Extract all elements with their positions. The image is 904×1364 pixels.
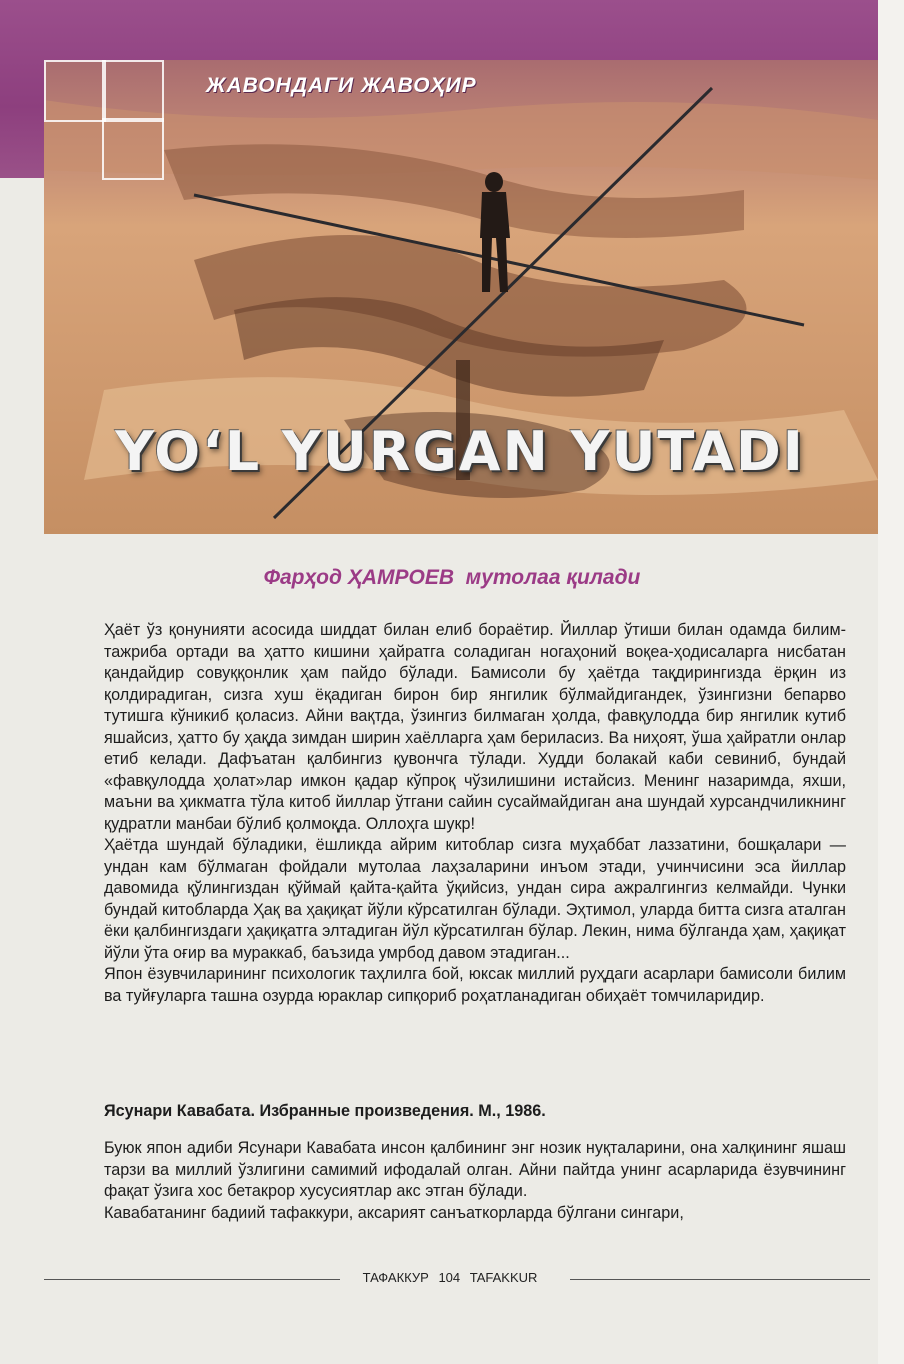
review-text	[104, 1138, 846, 1224]
footer-rule-right	[570, 1279, 870, 1280]
page-edge	[878, 0, 904, 1364]
footer-journal-latin: TAFAKKUR	[469, 1270, 538, 1285]
page-number: 104	[438, 1270, 461, 1285]
paragraph: Буюк япон адиби Ясунари Кавабата инсон қалбининг энг нозик нуқталарини, она халқининг яшаш тарзи ва миллий ўзлигини самимий ифодалай олган. Айни пайтда унинг асарларида ёзувчининг фақат ўзига хос бетакрор хусусиятлар акс этган бўлади.	[104, 1139, 846, 1200]
byline-action: мутолаа қилади	[465, 566, 641, 589]
intro-text	[104, 620, 846, 1007]
paragraph: Кавабатанинг бадиий тафаккури, аксарият санъаткорларда бўлгани сингари,	[104, 1203, 684, 1222]
footer-rule-left	[44, 1279, 340, 1280]
paragraph: Япон ёзувчиларининг психологик таҳлилга бой, юксак миллий руҳдаги асарлари бамисоли билим ва туйғуларга ташна озурда юраклар сипқориб роҳатланадиган обиҳаёт томчиларидир.	[104, 965, 846, 1005]
byline	[0, 566, 904, 590]
paragraph: Ҳаётда шундай бўладики, ёшликда айрим китоблар сизга муҳаббат лаззатини, бошқалари — ундан кам бўлмаган фойдали мутолаа лаҳзаларини инъом этади, учинчисини эса йиллар давомида қўлингиздан қўймай қайта-қайта ўқийсиз, ундан сира ажралгингиз келмайди. Чунки бундай китобларда Ҳақ ва ҳақиқат йўли кўрсатилган бўлади. Эҳтимол, уларда битта сизга аталган ёки қалбингиздаги ҳақиқатга элтадиган йўл кўрсатилган бўлар. Лекин, нима бўлганда ҳам, ҳақиқат йўли ўта оғир ва мураккаб, баъзида умрбод давом этадиган...	[104, 836, 846, 962]
footer-journal-cyrillic: ТАФАККУР	[362, 1270, 429, 1285]
paragraph: Ҳаёт ўз қонунияти асосида шиддат билан елиб бораётир. Йиллар ўтиши билан одамда билим-тажриба ортади ва ҳатто кишини ҳайратга соладиган ногаҳоний воқеа-ҳодисаларга нисбатан қандайдир совуққонлик ҳам пайдо бўлади. Бамисоли бу ҳаётда тақдирингизда ёрқин из қолдирадиган, сизга хуш ёқадиган бирон бир янгилик бўлмайдигандек, ўзингизни бепарво тутишга кўникиб қоласиз. Айни вақтда, ўзингиз билмаган ҳолда, фавқулодда бир янгилик кутиб яшайсиз, ҳатто бу ҳақда зимдан ширин хаёлларга ҳам бериласиз. Ва ниҳоят, ўша ҳайратли онлар етиб келади. Дафъатан қалбингиз қувончга тўлади. Худди болакай каби севиниб, бундай «фавқулодда ҳолат»лар имкон қадар кўпроқ чўзилишини истайсиз. Менинг назаримда, яхши, маъни ва ҳикматга тўла китоб йиллар ўтгани сайин сусаймайдиган ана шундай хурсандчиликнинг қудратли манбаи бўлиб қолмоқда. Оллоҳга шукр!	[104, 621, 846, 833]
book-reference: Ясунари Кавабата. Избранные произведения. М., 1986.	[104, 1102, 546, 1120]
section-rubric: ЖАВОНДАГИ ЖАВОҲИР	[206, 74, 477, 97]
page-footer	[330, 1270, 570, 1285]
page-title: YO‘L YURGAN YUTADI	[115, 420, 805, 483]
author-name: Фарҳод ҲАМРОЕВ	[263, 566, 454, 589]
decorative-grid	[44, 60, 164, 178]
